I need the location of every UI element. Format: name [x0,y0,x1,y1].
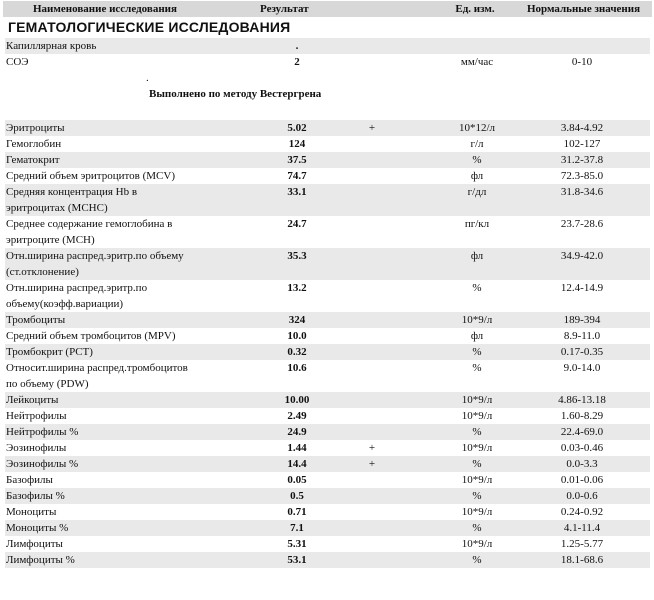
test-norm: 12.4-14.9 [560,282,604,294]
test-result: 10.0 [287,330,307,342]
table-row [5,344,650,360]
table-row [5,520,650,536]
method-note: Выполнено по методу Вестергрена [149,88,322,100]
material-result: . [295,40,299,52]
test-result: 124 [288,138,306,150]
abnormal-flag: + [368,458,376,470]
table-row [5,456,650,472]
section-title: ГЕМАТОЛОГИЧЕСКИЕ ИССЛЕДОВАНИЯ [8,19,291,35]
test-result: 24.7 [287,218,307,230]
test-norm: 9.0-14.0 [563,362,601,374]
test-name: Средняя концентрация Hb в эритроцитах (MCHC) [6,186,138,214]
table-row [5,280,650,312]
test-unit: % [472,362,482,374]
test-unit: % [472,458,482,470]
test-norm: 31.8-34.6 [560,186,604,198]
test-norm: 3.84-4.92 [560,122,604,134]
table-row [5,552,650,568]
test-result: 37.5 [287,154,307,166]
test-name: Тромбокрит (PCT) [6,346,93,358]
test-unit: фл [470,330,484,342]
test-norm: 0.01-0.06 [560,474,604,486]
soe-dot: . [146,72,149,84]
table-row [5,472,650,488]
test-unit: пг/кл [464,218,490,230]
test-unit: % [472,282,482,294]
test-norm: 1.25-5.77 [560,538,604,550]
test-unit: 10*9/л [461,314,493,326]
test-result: 10.6 [287,362,307,374]
test-norm: 0.0-0.6 [566,490,598,502]
test-norm: 18.1-68.6 [560,554,604,566]
test-norm: 4.86-13.18 [558,394,606,406]
test-name: Нейтрофилы % [6,426,79,438]
test-result: 35.3 [287,250,307,262]
test-unit: % [472,154,482,166]
table-row [5,488,650,504]
header-name: Наименование исследования [33,3,177,15]
test-result: 13.2 [287,282,307,294]
test-name: Моноциты % [6,522,69,534]
test-name: Нейтрофилы [6,410,67,422]
test-norm: 0.24-0.92 [560,506,604,518]
test-name: Моноциты [6,506,57,518]
test-name: Базофилы % [6,490,65,502]
test-name: Средний объем тромбоцитов (MPV) [6,330,176,342]
test-result: 1.44 [287,442,307,454]
table-row [5,312,650,328]
test-unit: 10*12/л [458,122,496,134]
test-result: 5.02 [287,122,307,134]
test-result: 2.49 [287,410,307,422]
table-row [5,328,650,344]
table-row [5,216,650,248]
test-unit: 10*9/л [461,410,493,422]
test-name: Эритроциты [6,122,65,134]
test-unit: 10*9/л [461,442,493,454]
test-unit: 10*9/л [461,394,493,406]
test-result: 5.31 [287,538,307,550]
soe-result: 2 [294,56,300,68]
test-name: Эозинофилы % [6,458,79,470]
table-row [5,392,650,408]
table-row [5,424,650,440]
test-unit: % [472,490,482,502]
test-result: 10.00 [284,394,310,406]
table-row [5,440,650,456]
header-result: Результат [260,3,309,15]
test-name: Относит.ширина распред.тромбоцитов по объему (PDW) [6,362,188,390]
test-unit: 10*9/л [461,474,493,486]
test-norm: 72.3-85.0 [560,170,604,182]
header-unit: Ед. изм. [455,3,495,15]
abnormal-flag: + [368,122,376,134]
test-unit: % [472,426,482,438]
test-name: Лейкоциты [6,394,59,406]
test-result: 53.1 [287,554,307,566]
test-result: 0.5 [290,490,304,502]
test-norm: 0.17-0.35 [560,346,604,358]
table-row [5,168,650,184]
test-norm: 22.4-69.0 [560,426,604,438]
soe-norm: 0-10 [571,56,593,68]
header-norm: Нормальные значения [526,3,641,15]
test-unit: % [472,554,482,566]
table-header [3,1,652,17]
test-name: Базофилы [6,474,53,486]
test-unit: г/л [470,138,484,150]
test-norm: 8.9-11.0 [563,330,601,342]
soe-unit: мм/час [460,56,494,68]
test-result: 33.1 [287,186,307,198]
test-unit: 10*9/л [461,538,493,550]
test-result: 14.4 [287,458,307,470]
test-norm: 0.0-3.3 [566,458,598,470]
test-name: Среднее содержание гемоглобина в эритроците (MCH) [6,218,173,246]
test-unit: % [472,522,482,534]
test-result: 7.1 [290,522,304,534]
test-unit: фл [470,250,484,262]
test-name: Лимфоциты % [6,554,75,566]
abnormal-flag: + [368,442,376,454]
test-name: Гематокрит [6,154,60,166]
table-row [5,360,650,392]
material-row [5,38,650,54]
test-name: Тромбоциты [6,314,66,326]
test-norm: 31.2-37.8 [560,154,604,166]
test-unit: % [472,346,482,358]
test-result: 24.9 [287,426,307,438]
test-result: 74.7 [287,170,307,182]
table-row [5,136,650,152]
test-unit: 10*9/л [461,506,493,518]
table-row [5,120,650,136]
test-result: 0.32 [287,346,307,358]
material-name: Капиллярная кровь [6,40,97,52]
table-row [5,536,650,552]
test-name: Средний объем эритроцитов (MCV) [6,170,176,182]
table-row [5,504,650,520]
test-norm: 34.9-42.0 [560,250,604,262]
test-name: Эозинофилы [6,442,67,454]
test-result: 0.71 [287,506,307,518]
table-row [5,152,650,168]
test-name: Отн.ширина распред.эритр.по объему (ст.отклонение) [6,250,184,278]
table-row [5,248,650,280]
test-result: 0.05 [287,474,307,486]
test-norm: 23.7-28.6 [560,218,604,230]
test-name: Лимфоциты [6,538,63,550]
soe-row [5,54,650,70]
table-row [5,408,650,424]
test-name: Гемоглобин [6,138,62,150]
test-norm: 4.1-11.4 [563,522,601,534]
test-norm: 0.03-0.46 [560,442,604,454]
test-result: 324 [288,314,306,326]
test-norm: 189-394 [563,314,601,326]
test-norm: 1.60-8.29 [560,410,604,422]
test-name: Отн.ширина распред.эритр.по объему(коэфф.вариации) [6,282,148,310]
test-norm: 102-127 [563,138,601,150]
test-unit: г/дл [467,186,487,198]
test-unit: фл [470,170,484,182]
table-row [5,184,650,216]
soe-name: СОЭ [6,56,29,68]
